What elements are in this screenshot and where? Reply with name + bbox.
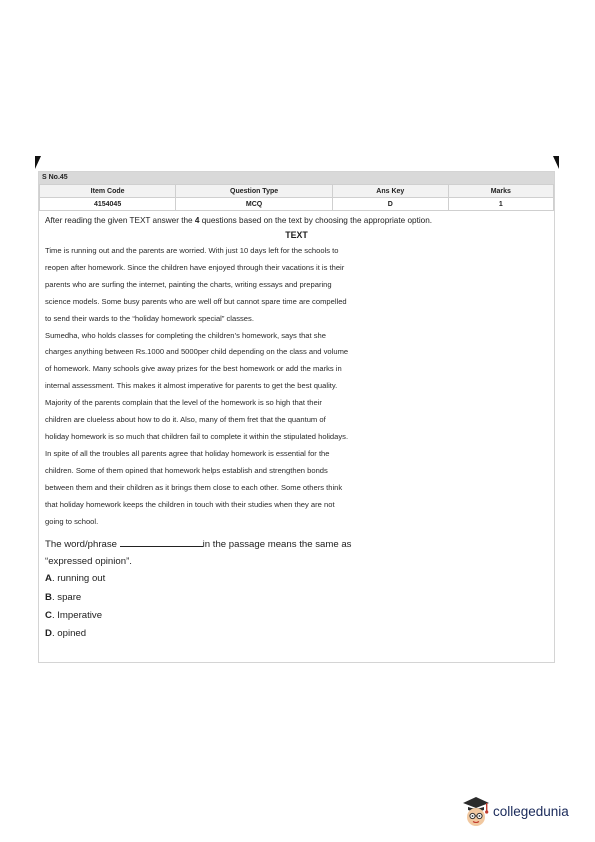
passage-line: Sumedha, who holds classes for completing the children’s homework, says that she xyxy=(45,330,326,340)
passage-line: charges anything between Rs.1000 and 5000per child depending on the class and volume xyxy=(45,347,349,357)
question-meta-table xyxy=(39,184,554,211)
question-line-2: “expressed opinion”. xyxy=(45,556,132,568)
passage-line: science models. Some busy parents who are well off but cannot spare time are compelled xyxy=(45,296,347,306)
option-text: . spare xyxy=(51,591,82,603)
passage-line: Time is running out and the parents are worried. With just 10 days left for the schools to xyxy=(45,246,339,255)
option-a[interactable] xyxy=(45,570,548,588)
meta-value-row xyxy=(40,198,554,211)
header-ans-key: Ans Key xyxy=(332,185,448,198)
passage-line: of homework. Many schools give away prizes for the best homework or add the marks in xyxy=(45,364,342,374)
passage-line: internal assessment. This makes it almost imperative for parents to get the best quality. xyxy=(45,381,338,391)
option-c[interactable] xyxy=(45,607,548,625)
question-stem xyxy=(45,536,548,570)
instruction-text xyxy=(45,216,548,226)
option-text: . Imperative xyxy=(51,610,103,621)
header-question-type: Question Type xyxy=(176,185,333,198)
option-text: . opined xyxy=(51,628,87,640)
item-code-value: 4154045 xyxy=(40,198,176,211)
serial-number-bar: S No.45 xyxy=(39,172,554,184)
question-card xyxy=(38,171,555,663)
option-letter: A xyxy=(45,573,52,585)
graduate-mascot-icon xyxy=(462,796,490,828)
question-type-value: MCQ xyxy=(176,198,333,211)
passage-line: reopen after homework. Since the children have enjoyed through their vacations it is their xyxy=(45,262,345,272)
question-pre: The word/phrase xyxy=(45,539,120,551)
passage-line: going to school. xyxy=(45,516,99,526)
instruction-number: 4 xyxy=(194,216,200,225)
passage-line: holiday homework is so much that children fail to complete it within the stipulated holidays. xyxy=(45,431,349,441)
passage-line: In spite of all the troubles all parents agree that holiday homework is essential for the xyxy=(45,448,330,458)
crop-mark-left xyxy=(35,156,41,169)
question-post: in the passage means the same as xyxy=(202,539,352,551)
crop-mark-right xyxy=(553,156,559,169)
passage-line: to send their wards to the “holiday homework special” classes. xyxy=(45,313,254,323)
instruction-post: questions based on the text by choosing the appropriate option. xyxy=(199,216,433,225)
passage-line: that holiday homework keeps the children in touch with their studies when they are not xyxy=(45,499,335,509)
passage-line: children. Some of them opined that homework helps establish and strengthen bonds xyxy=(45,465,328,475)
option-text: . running out xyxy=(51,573,106,585)
passage-line: children are clueless about how to do it. Also, many of them fret that the quantum of xyxy=(45,415,326,425)
answer-blank xyxy=(120,536,203,547)
ans-key-value: D xyxy=(332,198,448,211)
passage-line: between them and their children as it brings them close to each other. Some others think xyxy=(45,482,343,492)
text-heading: TEXT xyxy=(285,230,308,240)
header-marks: Marks xyxy=(448,185,553,198)
passage-line: parents who are surfing the internet, painting the charts, writing essays and preparing xyxy=(45,279,332,289)
marks-value: 1 xyxy=(448,198,553,211)
instruction-pre: After reading the given TEXT answer the xyxy=(45,216,195,225)
option-b[interactable] xyxy=(45,589,548,607)
passage-line: Majority of the parents complain that the level of the homework is so high that their xyxy=(45,398,322,408)
header-item-code: Item Code xyxy=(40,185,176,198)
option-letter: D xyxy=(45,628,52,640)
collegedunia-logo[interactable] xyxy=(462,796,580,828)
brand-name: collegedunia xyxy=(493,804,569,819)
passage xyxy=(45,243,548,530)
meta-header-row xyxy=(40,185,554,198)
option-letter: B xyxy=(45,591,52,603)
option-letter: C xyxy=(45,610,52,621)
option-d[interactable] xyxy=(45,625,548,643)
